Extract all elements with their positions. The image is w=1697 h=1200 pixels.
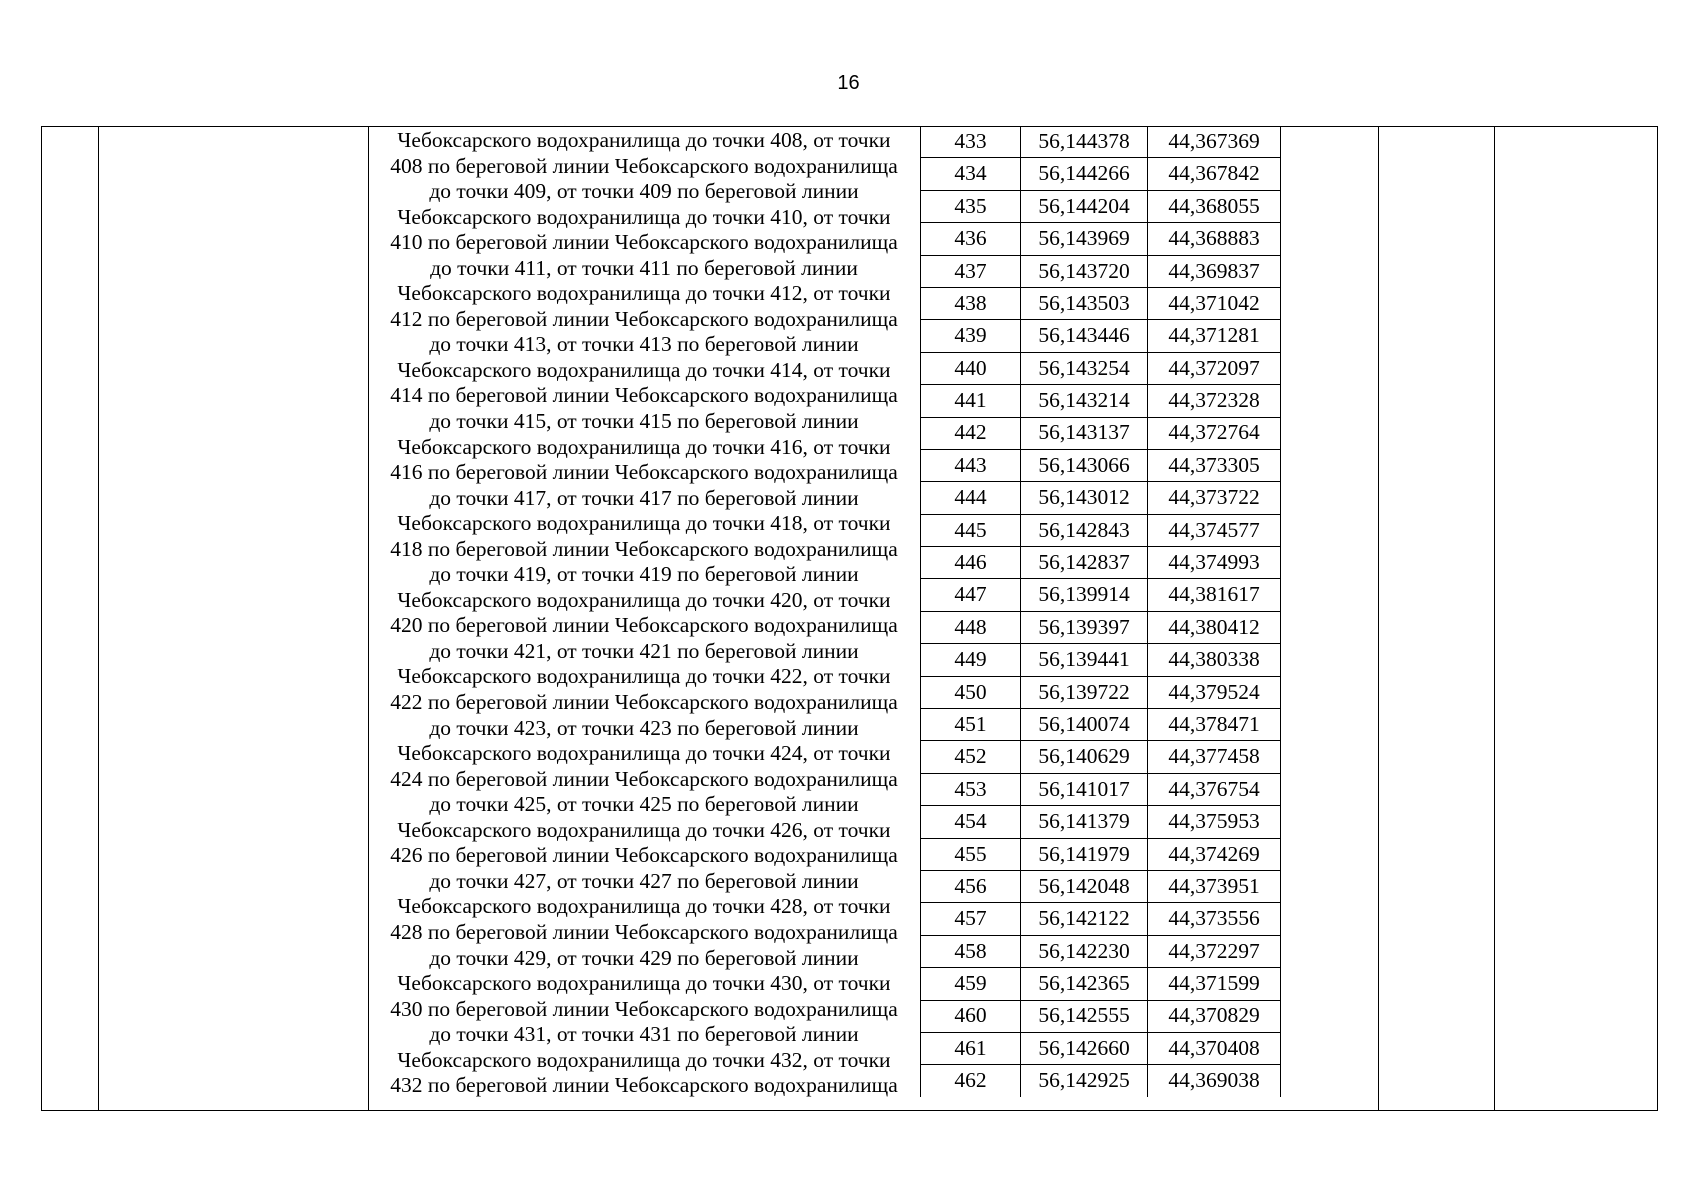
latitude-cell: 56,141379 xyxy=(1021,806,1148,838)
point-number-cell: 438 xyxy=(921,287,1021,319)
table-row xyxy=(921,579,1281,611)
longitude-cell: 44,368055 xyxy=(1148,190,1281,222)
description-line: до точки 423, от точки 423 по береговой линии xyxy=(429,715,859,740)
longitude-cell: 44,368883 xyxy=(1148,223,1281,255)
latitude-cell: 56,141017 xyxy=(1021,773,1148,805)
point-number-cell: 461 xyxy=(921,1032,1021,1064)
description-line: 418 по береговой линии Чебоксарского водохранилища xyxy=(390,536,898,561)
description-line: до точки 415, от точки 415 по береговой линии xyxy=(429,409,859,434)
description-line: до точки 429, от точки 429 по береговой линии xyxy=(429,945,859,970)
description-line: до точки 425, от точки 425 по береговой линии xyxy=(429,792,859,817)
description-line: до точки 419, от точки 419 по береговой линии xyxy=(429,562,859,587)
point-number-cell: 448 xyxy=(921,611,1021,643)
description-line: 420 по береговой линии Чебоксарского водохранилища xyxy=(390,613,898,638)
column-divider xyxy=(98,126,99,1111)
longitude-cell: 44,371281 xyxy=(1148,320,1281,352)
longitude-cell: 44,376754 xyxy=(1148,773,1281,805)
latitude-cell: 56,142660 xyxy=(1021,1032,1148,1064)
table-row xyxy=(921,838,1281,870)
table-row xyxy=(921,709,1281,741)
latitude-cell: 56,139397 xyxy=(1021,611,1148,643)
point-number-cell: 449 xyxy=(921,644,1021,676)
table-row xyxy=(921,773,1281,805)
table-row xyxy=(921,255,1281,287)
point-number-cell: 450 xyxy=(921,676,1021,708)
latitude-cell: 56,144266 xyxy=(1021,158,1148,190)
point-number-cell: 457 xyxy=(921,903,1021,935)
description-line: Чебоксарского водохранилища до точки 428, от точки xyxy=(397,894,891,919)
description-line: до точки 409, от точки 409 по береговой линии xyxy=(429,179,859,204)
latitude-cell: 56,139722 xyxy=(1021,676,1148,708)
longitude-cell: 44,373305 xyxy=(1148,449,1281,481)
point-number-cell: 445 xyxy=(921,514,1021,546)
description-line: Чебоксарского водохранилища до точки 412, от точки xyxy=(397,281,891,306)
longitude-cell: 44,380412 xyxy=(1148,611,1281,643)
description-line: Чебоксарского водохранилища до точки 416, от точки xyxy=(397,434,891,459)
point-number-cell: 442 xyxy=(921,417,1021,449)
point-number-cell: 440 xyxy=(921,352,1021,384)
point-number-cell: 437 xyxy=(921,255,1021,287)
description-line: 426 по береговой линии Чебоксарского водохранилища xyxy=(390,843,898,868)
latitude-cell: 56,143066 xyxy=(1021,449,1148,481)
point-number-cell: 435 xyxy=(921,190,1021,222)
table-row xyxy=(921,806,1281,838)
coordinates-table xyxy=(920,126,1281,1097)
longitude-cell: 44,379524 xyxy=(1148,676,1281,708)
description-line: до точки 411, от точки 411 по береговой линии xyxy=(430,255,858,280)
description-line: Чебоксарского водохранилища до точки 422, от точки xyxy=(397,664,891,689)
description-line: Чебоксарского водохранилища до точки 410, от точки xyxy=(397,204,891,229)
description-line: до точки 427, от точки 427 по береговой линии xyxy=(429,868,859,893)
latitude-cell: 56,143254 xyxy=(1021,352,1148,384)
longitude-cell: 44,373722 xyxy=(1148,482,1281,514)
point-number-cell: 443 xyxy=(921,449,1021,481)
table-row xyxy=(921,611,1281,643)
table-row xyxy=(921,1065,1281,1097)
boundary-description xyxy=(368,128,920,1099)
description-line: 416 по береговой линии Чебоксарского водохранилища xyxy=(390,460,898,485)
description-line: до точки 417, от точки 417 по береговой линии xyxy=(429,485,859,510)
point-number-cell: 446 xyxy=(921,547,1021,579)
table-row xyxy=(921,352,1281,384)
latitude-cell: 56,141979 xyxy=(1021,838,1148,870)
point-number-cell: 454 xyxy=(921,806,1021,838)
table-row xyxy=(921,417,1281,449)
description-line: до точки 421, от точки 421 по береговой линии xyxy=(429,638,859,663)
longitude-cell: 44,370829 xyxy=(1148,1000,1281,1032)
longitude-cell: 44,369837 xyxy=(1148,255,1281,287)
table-row xyxy=(921,644,1281,676)
description-line: 408 по береговой линии Чебоксарского водохранилища xyxy=(390,153,898,178)
table-row xyxy=(921,741,1281,773)
table-row xyxy=(921,1032,1281,1064)
point-number-cell: 436 xyxy=(921,223,1021,255)
point-number-cell: 451 xyxy=(921,709,1021,741)
table-row xyxy=(921,126,1281,158)
description-line: 412 по береговой линии Чебоксарского водохранилища xyxy=(390,306,898,331)
longitude-cell: 44,373556 xyxy=(1148,903,1281,935)
table-row xyxy=(921,158,1281,190)
latitude-cell: 56,143503 xyxy=(1021,287,1148,319)
latitude-cell: 56,140629 xyxy=(1021,741,1148,773)
page-number: 16 xyxy=(837,72,860,94)
description-line: 424 по береговой линии Чебоксарского водохранилища xyxy=(390,766,898,791)
table-row xyxy=(921,449,1281,481)
description-line: 422 по береговой линии Чебоксарского водохранилища xyxy=(390,690,898,715)
longitude-cell: 44,374993 xyxy=(1148,547,1281,579)
point-number-cell: 460 xyxy=(921,1000,1021,1032)
table-row xyxy=(921,903,1281,935)
table-row xyxy=(921,1000,1281,1032)
latitude-cell: 56,143012 xyxy=(1021,482,1148,514)
description-line: 432 по береговой линии Чебоксарского водохранилища xyxy=(390,1073,898,1098)
longitude-cell: 44,371042 xyxy=(1148,287,1281,319)
longitude-cell: 44,372328 xyxy=(1148,385,1281,417)
point-number-cell: 453 xyxy=(921,773,1021,805)
description-line: Чебоксарского водохранилища до точки 414, от точки xyxy=(397,357,891,382)
point-number-cell: 434 xyxy=(921,158,1021,190)
table-row xyxy=(921,320,1281,352)
table-row xyxy=(921,223,1281,255)
table-row xyxy=(921,385,1281,417)
longitude-cell: 44,373951 xyxy=(1148,870,1281,902)
description-line: Чебоксарского водохранилища до точки 432, от точки xyxy=(397,1047,891,1072)
table-row xyxy=(921,676,1281,708)
table-row xyxy=(921,190,1281,222)
table-row xyxy=(921,935,1281,967)
point-number-cell: 459 xyxy=(921,968,1021,1000)
longitude-cell: 44,370408 xyxy=(1148,1032,1281,1064)
point-number-cell: 455 xyxy=(921,838,1021,870)
table-row xyxy=(921,287,1281,319)
longitude-cell: 44,371599 xyxy=(1148,968,1281,1000)
point-number-cell: 458 xyxy=(921,935,1021,967)
description-line: до точки 431, от точки 431 по береговой линии xyxy=(429,1022,859,1047)
column-divider xyxy=(1494,126,1495,1111)
longitude-cell: 44,377458 xyxy=(1148,741,1281,773)
point-number-cell: 439 xyxy=(921,320,1021,352)
point-number-cell: 433 xyxy=(921,126,1021,158)
latitude-cell: 56,144378 xyxy=(1021,126,1148,158)
longitude-cell: 44,367842 xyxy=(1148,158,1281,190)
latitude-cell: 56,143214 xyxy=(1021,385,1148,417)
longitude-cell: 44,372297 xyxy=(1148,935,1281,967)
description-line: Чебоксарского водохранилища до точки 418, от точки xyxy=(397,511,891,536)
description-line: Чебоксарского водохранилища до точки 408, от точки xyxy=(397,128,891,152)
description-line: до точки 413, от точки 413 по береговой линии xyxy=(429,332,859,357)
latitude-cell: 56,144204 xyxy=(1021,190,1148,222)
latitude-cell: 56,142122 xyxy=(1021,903,1148,935)
latitude-cell: 56,139441 xyxy=(1021,644,1148,676)
longitude-cell: 44,369038 xyxy=(1148,1065,1281,1097)
table-row xyxy=(921,547,1281,579)
description-line: Чебоксарского водохранилища до точки 424, от точки xyxy=(397,741,891,766)
longitude-cell: 44,380338 xyxy=(1148,644,1281,676)
longitude-cell: 44,372764 xyxy=(1148,417,1281,449)
longitude-cell: 44,367369 xyxy=(1148,126,1281,158)
latitude-cell: 56,142048 xyxy=(1021,870,1148,902)
description-line: Чебоксарского водохранилища до точки 420, от точки xyxy=(397,587,891,612)
latitude-cell: 56,142365 xyxy=(1021,968,1148,1000)
point-number-cell: 452 xyxy=(921,741,1021,773)
latitude-cell: 56,143720 xyxy=(1021,255,1148,287)
description-line: 428 по береговой линии Чебоксарского водохранилища xyxy=(390,919,898,944)
point-number-cell: 462 xyxy=(921,1065,1021,1097)
description-line: Чебоксарского водохранилища до точки 430, от точки xyxy=(397,971,891,996)
latitude-cell: 56,142555 xyxy=(1021,1000,1148,1032)
table-row xyxy=(921,482,1281,514)
latitude-cell: 56,143969 xyxy=(1021,223,1148,255)
longitude-cell: 44,372097 xyxy=(1148,352,1281,384)
point-number-cell: 441 xyxy=(921,385,1021,417)
longitude-cell: 44,375953 xyxy=(1148,806,1281,838)
description-line: 414 по береговой линии Чебоксарского водохранилища xyxy=(390,383,898,408)
longitude-cell: 44,378471 xyxy=(1148,709,1281,741)
point-number-cell: 447 xyxy=(921,579,1021,611)
latitude-cell: 56,143137 xyxy=(1021,417,1148,449)
table-row xyxy=(921,968,1281,1000)
longitude-cell: 44,381617 xyxy=(1148,579,1281,611)
latitude-cell: 56,143446 xyxy=(1021,320,1148,352)
column-divider xyxy=(1378,126,1379,1111)
description-line: 430 по береговой линии Чебоксарского водохранилища xyxy=(390,996,898,1021)
latitude-cell: 56,142925 xyxy=(1021,1065,1148,1097)
latitude-cell: 56,142843 xyxy=(1021,514,1148,546)
latitude-cell: 56,142230 xyxy=(1021,935,1148,967)
description-line: 410 по береговой линии Чебоксарского водохранилища xyxy=(390,230,898,255)
description-line: Чебоксарского водохранилища до точки 426, от точки xyxy=(397,817,891,842)
table-row xyxy=(921,870,1281,902)
longitude-cell: 44,374577 xyxy=(1148,514,1281,546)
longitude-cell: 44,374269 xyxy=(1148,838,1281,870)
latitude-cell: 56,140074 xyxy=(1021,709,1148,741)
point-number-cell: 456 xyxy=(921,870,1021,902)
table-row xyxy=(921,514,1281,546)
latitude-cell: 56,139914 xyxy=(1021,579,1148,611)
latitude-cell: 56,142837 xyxy=(1021,547,1148,579)
point-number-cell: 444 xyxy=(921,482,1021,514)
